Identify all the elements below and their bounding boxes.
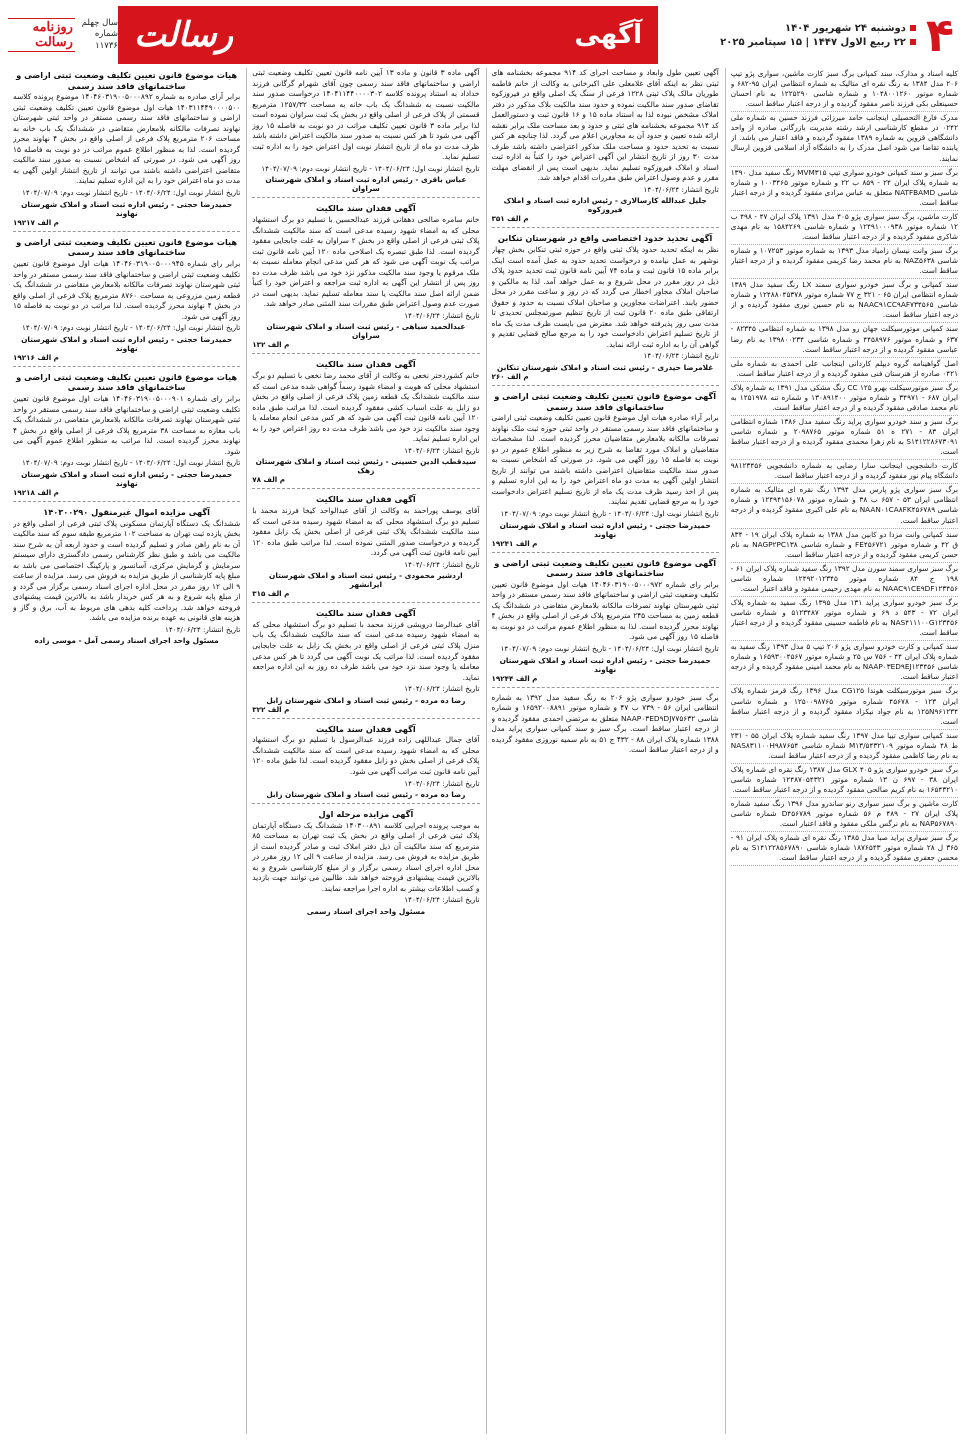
issue-dates bbox=[720, 23, 916, 48]
notice-dates: تاریخ انتشار: ۱۴۰۴/۰۶/۲۴ bbox=[164, 624, 241, 634]
date-other: ۲۲ ربیع الاول ۱۴۴۷ | ۱۵ سپتامبر ۲۰۲۵ bbox=[720, 37, 916, 48]
legal-notice bbox=[13, 507, 240, 650]
notice-code: م الف ۳۱۵ bbox=[252, 589, 290, 599]
legal-notice bbox=[492, 558, 719, 688]
column-lost-documents bbox=[725, 68, 958, 1434]
lost-document-notice: کلیه اسناد و مدارک، سند کمپانی برگ سبز کارت ماشین، سواری پژو تیپ ۲۰۶ مدل ۱۳۸۴ به رنگ نقره ای متالیک به شماره انتظامی ایران ۹۵-۶۸۲ و شماره موتور ۱۰۴۸۰۰۱۲۶۰ و شماره شاسی ۱۲۲۵۲۹۰ به نام احسان حسینعلی بکی فرزند ناصر مفقود گردیده و از درجه اعتبار ساقط است. bbox=[731, 68, 958, 112]
notice-body: خانم سامره صالحی دهقانی فرزند عبدالحسین با تسلیم دو برگ استشهاد محلی که به امضاء شهود رسیده مدعی است که سند مالکیت ششدانگ پلاک ثبتی فرعی از اصلی واقع در بخش ۲ سراوان به علت جابجایی مفقود گردیده است. لذا طبق تبصره یک اصلاحی ماده ۱۲۰ آیین نامه قانون ثبت مراتب یک نوبت آگهی می شود که هر کس مدعی انجام معامله نسبت به ملک مرقوم یا وجود سند مالکیت مذکور نزد خود می باشد ظرف مدت ده روز پس از انتشار این آگهی به اداره ثبت مراجعه و اعتراض خود را کتباً ضمن ارائه اصل سند مالکیت یا سند معامله تسلیم نماید. بدیهی است در صورت عدم وصول اعتراض طبق مقررات سند المثنی صادر خواهد شد. bbox=[252, 215, 480, 309]
lost-document-notice: سند کمپانی وانت مزدا دو کابین مدل ۱۳۸۸ به شماره پلاک ایران ۱۹ - ۸۳۴ ق ۴۲ و شماره موتور FE۴۵۶۷۲۱ و شماره شاسی NAGP۲PC۱۳۸ به نام حسن کریمی مفقود گردیده و از درجه اعتبار ساقط است. bbox=[731, 529, 958, 563]
issue-meta bbox=[81, 18, 118, 52]
lost-document-notice: برگ سبز خودرو سواری پژو ۴۰۵ GLX مدل ۱۳۸۷ رنگ نقره ای شماره پلاک ایران ۳۸ - ۶۹۷ ن ۱۳ شماره موتور ۱۲۴۸۷۰۵۴۳۲۱ شماره شاسی ۱۶۵۴۳۲۱۰ به نام کریم صالحی مفقود گردیده و از درجه اعتبار ساقط است. bbox=[731, 764, 958, 798]
notice-title: آگهی موضوع قانون تعیین تکلیف وضعیت ثبتی اراضی و ساختمانهای فاقد سند رسمی bbox=[494, 390, 717, 412]
notice-title: آگهی موضوع قانون تعیین تکلیف وضعیت ثبتی اراضی و ساختمانهای فاقد سند رسمی bbox=[494, 557, 717, 579]
notice-signature: رضا ده مرده - رئیس ثبت اسناد و املاک شهرستان زابل bbox=[266, 695, 466, 705]
notice-dates: تاریخ انتشار: ۱۴۰۴/۰۶/۲۴ bbox=[404, 895, 480, 905]
notice-dates: تاریخ انتشار نوبت اول: ۱۴۰۴/۰۶/۲۴ - تاریخ انتشار نوبت دوم: ۱۴۰۴/۰۷/۰۹ bbox=[22, 458, 241, 468]
legal-notice bbox=[252, 724, 479, 804]
notice-dates: تاریخ انتشار نوبت اول: ۱۴۰۴/۰۶/۲۴ - تاریخ انتشار نوبت دوم: ۱۴۰۴/۰۷/۰۹ bbox=[261, 163, 480, 173]
notice-title: هیات موضوع قانون تعیین تکلیف وضعیت ثبتی اراضی و ساختمانهای فاقد سند رسمی bbox=[16, 70, 238, 91]
notice-title: آگهی فقدان سند مالکیت bbox=[316, 723, 416, 734]
date-shamsi: دوشنبه ۲۴ شهریور ۱۴۰۴ bbox=[720, 23, 916, 34]
notice-signature: اردشیر محمودی - رئیس ثبت اسناد و املاک شهرستان ایرانشهر bbox=[269, 571, 463, 590]
notice-dates: تاریخ انتشار: ۱۴۰۴/۰۶/۲۴ bbox=[404, 445, 480, 455]
notice-body: آگهی تعیین طول وابعاد و مساحت اجرای کد ۹۱۴ مجموعه بخشنامه های ثبتی نظر به اینکه آقای غلامعلی علی اکبرخانی به وکالت از خانم فاطمه طوریان مالک پلاک ثبتی ۱۲۲۸ فرعی از سنگ یک اصلی واقع در فیروزکوه تقاضای صدور سند مالکیت نموده و حدود سند مالکیت بلاک مذکور در دفتر املاک مشخص نبوده لذا به استناد ماده ۱۵ و ۱۶ قانون ثبت و دستورالعمل کد ۹۱۴ مجموعه بخشنامه های ثبتی و حدود و بعد مساحت ملک برابر نقشه ارائه شده تعیین و حدود آن به مجاورین اعلام می گردد. لذا چنانچه هر کس نسبت به تحدید حدود و مساحت ملک مذکور اعتراضی داشته باشد ظرف مدت ۳۰ روز از تاریخ انتشار این آگهی اعتراض خود را کتباً به اداره ثبت اسناد و املاک فیروزکوه تسلیم نماید. بدیهی است پس از انقضای مهلت مقرر و عدم وصول اعتراض طبق مقررات اقدام خواهد شد. bbox=[491, 68, 719, 183]
notice-body: برابر رای شماره ۱۴۰۴۶۰۳۱۹۰۰۵۰۰۰۹۷۲ هیات اول موضوع قانون تعیین تکلیف وضعیت ثبتی اراضی و ساختمانهای فاقد سند رسمی مستقر در واحد ثبتی شهرستان نهاوند تصرفات مالکانه بلامعارض متقاضی در ششدانگ یک قطعه زمین به مساحت ۲۴۵ مترمربع پلاک فرعی از اصلی واقع در بخش ۴ نهاوند محرز گردیده است. لذا به منظور اطلاع عموم مراتب در دو نوبت به فاصله ۱۵ روز آگهی می شود. bbox=[491, 579, 719, 642]
notice-signature: حمیدرضا حجتی - رئیس اداره ثبت اسناد و املاک شهرستان نهاوند bbox=[21, 199, 233, 218]
notice-body: ششدانگ یک دستگاه آپارتمان مسکونی پلاک ثبتی فرعی از اصلی واقع در بخش یازده ثبت تهران به مساحت ۱۰۲ مترمربع طبقه سوم که سند مالکیت آن به نام راهن صادر و تسلیم گردیده است و حدود اربعه آن به شرح سند مالکیت می باشد و طبق نظر کارشناس رسمی دادگستری دارای سیستم سرمایش و گرمایش مرکزی، آسانسور و پارکینگ اختصاصی می باشد به مبلغ پایه کارشناسی از طریق مزایده به فروش می رسد. مزایده از ساعت ۹ الی ۱۲ روز مقرر در محل اداره اجرای اسناد رسمی برگزار می گردد و از مبلغ پایه شروع و به هر کس خریدار باشد به بالاترین قیمت پیشنهادی فروخته خواهد شد. پرداخت کلیه بدهی های مربوط به آب، برق و گاز و هزینه های قانونی به عهده برنده مزایده می باشد. bbox=[13, 518, 241, 623]
lost-document-notice: کارت ماشین، برگ سبز سواری پژو ۴۰۵ مدل ۱۳۹۱ پلاک ایران ۴۷ - ۴۹۸ ب ۱۲ شماره موتور ۱۲۴۹۱۰۰۰۹۳۸ و شماره شاسی ۱۵۸۴۲۶۹ به نام مهدی شاکری مفقود گردیده و از درجه اعتبار ساقط است. bbox=[731, 211, 958, 245]
legal-notice bbox=[492, 391, 719, 553]
lost-document-notice: برگ سبز سواری پژو پارس مدل ۱۳۹۴ رنگ نقره ای متالیک به شماره انتظامی ایران ۵۳ - ۶۵۷ ب ۳۸ و شماره موتور ۱۲۴۹۴۱۵۶۰۷۸ و شماره شاسی NAAN۰۱CA۸FK۴۵۶۷۸۹ به نام علی اکبری مفقود گردیده و از درجه اعتبار ساقط است. bbox=[731, 484, 958, 528]
lost-document-notice: سند کمپانی و برگ سبز خودرو سواری سمند LX رنگ سفید مدل ۱۳۸۹ شماره انتظامی ایران ۶۵ - ۳۲۱ ج ۷۷ شماره موتور ۱۲۴۸۸۰۴۵۳۷۸ و شماره شاسی NAAC۹۱CC۹AF۷۳۴۵۶۵ به نام حسین نوری مفقود گردیده و از درجه اعتبار ساقط است. bbox=[731, 279, 958, 323]
notice-body: خانم کشوردختر نخعی به وکالت از آقای محمد رضا نخعی با تسلیم دو برگ استشهاد محلی که هویت و امضاء شهود رسماً گواهی شده مدعی است که سند مالکیت ششدانگ یک قطعه زمین پلاک فرعی از اصلی واقع در بخش دو زابل به علت اسباب کشی مفقود گردیده است. لذا مراتب طبق ماده ۱۲۰ آیین نامه قانون ثبت آگهی می شود که هر کس مدعی انجام معامله یا وجود سند مالکیت نزد خود می باشد ظرف مدت ده روز اعتراض خود را به این اداره تسلیم نماید. bbox=[252, 371, 480, 444]
notice-body: برابر رای شماره ۱۴۰۴۶۰۳۱۹۰۰۵۰۰۰۹۰۱ هیات اول موضوع قانون تعیین تکلیف وضعیت ثبتی اراضی و ساختمانهای فاقد سند رسمی مستقر در واحد ثبتی شهرستان نهاوند تصرفات مالکانه بلامعارض متقاضی در ششدانگ یک باب مغازه به مساحت ۳۸ مترمربع پلاک فرعی از اصلی واقع در بخش ۴ نهاوند محرز گردیده است. لذا مراتب به منظور اطلاع عموم آگهی می شود. bbox=[13, 394, 241, 456]
column-mid-left bbox=[246, 68, 479, 1434]
ads-list bbox=[492, 68, 719, 1434]
notice-body: برابر آرای صادره به شماره ۱۴۰۴۶۰۳۱۹۰۰۵۰۰۰۸۹۲ موضوع پرونده کلاسه ۱۴۰۳۱۱۴۴۹۰۰۰۰۵۰۰ هیات اول موضوع قانون تعیین تکلیف وضعیت ثبتی اراضی و ساختمانهای فاقد سند رسمی مستقر در واحد ثبتی شهرستان نهاوند تصرفات مالکانه بلامعارض متقاضی در ششدانگ یک باب خانه به مساحت ۲۰۶ مترمربع پلاک فرعی از اصلی واقع در بخش ۴ نهاوند محرز گردیده است. لذا به منظور اطلاع عموم مراتب در دو نوبت به فاصله ۱۵ روز آگهی می شود. در صورتی که اشخاص نسبت به صدور سند مالکیت متقاضی اعتراضی داشته باشند می توانند از تاریخ انتشار اولین آگهی به مدت دو ماه اعتراض خود را به این اداره تسلیم نمایند. bbox=[13, 92, 241, 186]
lost-document-notice: برگ سبز و سند خودرو سواری پراید رنگ سفید مدل ۱۳۸۶ شماره انتظامی ایران ۸۳ - ۲۷۱ ه ۵۱ شماره موتور ۲۰۹۸۷۶۵ و شماره شاسی S۱۴۱۲۲۸۶۷۳۰۹۱ به نام زهرا محمدی مفقود گردیده و از درجه اعتبار ساقط است. bbox=[731, 416, 958, 460]
notice-signature: حمیدرضا حجتی - رئیس اداره ثبت اسناد و املاک شهرستان نهاوند bbox=[21, 469, 233, 488]
notice-body: آقای جمال عبداللهی زاده فرزند عبدالرسول با تسلیم دو برگ استشهاد محلی که به امضاء شهود رسیده مدعی است که سند مالکیت ششدانگ پلاک فرعی از اصلی بخش دو زابل مفقود گردیده است. لذا طبق ماده ۱۲۰ آیین نامه قانون ثبت مراتب آگهی می شود. bbox=[252, 735, 480, 776]
notice-code: م الف ۷۸ bbox=[252, 475, 286, 485]
legal-notice bbox=[492, 693, 719, 760]
notice-signature: حمیدرضا حجتی - رئیس اداره ثبت اسناد و املاک شهرستان نهاوند bbox=[499, 655, 711, 674]
lost-document-notice: اصل گواهینامه گروه دیپلم کاردانی اینجانب علی احمدی به شماره ملی ۰۴۲۱ صادره از هنرستان فنی مفقود گردیده و از درجه اعتبار ساقط است. bbox=[731, 358, 958, 382]
notice-code: م الف ۱۹۲۱۷ bbox=[13, 217, 59, 227]
legal-notice bbox=[492, 233, 719, 386]
issue-label: شماره ۱۱۷۳۶ bbox=[94, 29, 118, 51]
notice-body: برابر آراء صادره هیات اول موضوع قانون تعیین تکلیف وضعیت ثبتی اراضی و ساختمانهای فاقد سند رسمی مستقر در واحد ثبتی حوزه ثبت ملک نهاوند تصرفات مالکانه بلامعارض متقاضیان محرز گردیده است. لذا مشخصات متقاضیان و املاک مورد تقاضا به شرح زیر به منظور اطلاع عموم در دو نوبت به فاصله ۱۵ روز آگهی می شود. در صورتی که اشخاص نسبت به صدور سند مالکیت متقاضیان اعتراضی داشته باشند می توانند از تاریخ انتشار اولین آگهی به مدت دو ماه اعتراض خود را به این اداره تسلیم و پس از اخذ رسید ظرف مدت یک ماه از تاریخ تسلیم اعتراض دادخواست خود را به مرجع قضایی تقدیم نمایند. bbox=[491, 413, 719, 507]
column-mid-right bbox=[486, 68, 719, 1434]
notice-title: آگهی فقدان سند مالکیت bbox=[316, 359, 416, 370]
notice-title: آگهی فقدان سند مالکیت bbox=[316, 494, 416, 505]
lost-document-notice: سند کمپانی و کارت خودرو سواری پژو ۲۰۶ تیپ ۵ مدل ۱۳۹۳ رنگ سفید به شماره پلاک ایران ۴۴ - ۷۵۶ س ۲۵ و شماره موتور ۱۶۵۹۳۰۰۴۵۶۷ و شماره شاسی NAAP۰۳ED۹EJ۱۲۳۴۵۶ به نام محمد امینی مفقود گردیده و از درجه اعتبار ساقط است. bbox=[731, 641, 958, 685]
notice-code: م الف ۳۵۱ bbox=[491, 214, 529, 224]
notice-code: م الف ۱۹۲۱۸ bbox=[13, 487, 59, 497]
ads-list bbox=[252, 68, 479, 1434]
legal-notice bbox=[252, 68, 479, 198]
lost-document-notice: سند کمپانی موتورسیکلت جهان رو مدل ۱۳۹۸ به شماره انتظامی ۸۲۳۴۵ - ۶۳۷ و شماره موتور ۴۴۵۸۹۷۶ و شماره شاسی ۱۳۹۸۰۰۲۳۴ به نام رضا عباسی مفقود گردیده و از درجه اعتبار ساقط است. bbox=[731, 323, 958, 357]
notice-code: م الف ۳۲۲ bbox=[252, 704, 290, 714]
notice-signature: سیدقطب الدین حسینی - رئیس ثبت اسناد و املاک شهرستان زهک bbox=[255, 457, 477, 476]
column-left bbox=[8, 68, 240, 1434]
notice-title: هیات موضوع قانون تعیین تکلیف وضعیت ثبتی اراضی و ساختمانهای فاقد سند رسمی bbox=[16, 236, 238, 258]
masthead bbox=[8, 6, 958, 64]
notice-title: آگهی فقدان سند مالکیت bbox=[316, 608, 416, 619]
lost-document-notice: کارت دانشجویی اینجانب سارا رضایی به شماره دانشجویی ۹۸۱۲۳۴۵۶ دانشگاه پیام نور مفقود گردیده و از درجه اعتبار ساقط است. bbox=[731, 460, 958, 484]
notice-body: به موجب پرونده اجرایی کلاسه ۱۴۰۳۰۰۸۹۱ ششدانگ یک دستگاه آپارتمان پلاک ثبتی فرعی از اصلی واقع در بخش یک ثبت تهران به مساحت ۸۵ مترمربع که سند مالکیت آن ذیل دفتر املاک ثبت و صادر گردیده است از طریق مزایده به فروش می رسد. مزایده از ساعت ۹ الی ۱۲ روز مقرر در محل اداره اجرای اسناد رسمی برگزار و از مبلغ کارشناسی شروع و به بالاترین قیمت پیشنهادی فروخته خواهد شد. طالبین می توانند جهت بازدید و کسب اطلاعات بیشتر به اداره اجرا مراجعه نمایند. bbox=[252, 820, 480, 893]
notice-dates: تاریخ انتشار: ۱۴۰۴/۰۶/۲۴ bbox=[404, 310, 480, 320]
notice-body: نظر به اینکه تحدید حدود پلاک ثبتی واقع در حوزه ثبتی تنکابن بخش چهار نوشهر به عمل نیامده و درخواست تحدید حدود به عمل آمده است اینک برابر ماده ۱۵ قانون ثبت و ماده ۷۴ آیین نامه قانون ثبت تحدید حدود پلاک ذیل در روز مقرر در محل شروع و به عمل خواهد آمد. لذا به مالکین و صاحبان املاک مجاور اخطار می گردد که در روز و ساعت مقرر در محل حضور یابند. اعتراضات مجاورین و صاحبان املاک نسبت به حدود و حقوق ارتفاقی طبق ماده ۲۰ قانون ثبت از تاریخ تنظیم صورتمجلس تحدیدی تا مدت سی روز پذیرفته خواهد شد. معترض می بایست ظرف مدت یک ماه از تاریخ تسلیم اعتراض دادخواست خود را به مرجع صالح قضایی تقدیم و گواهی آن را به اداره ثبت ارائه نماید. bbox=[491, 245, 719, 349]
notice-dates: تاریخ انتشار نوبت اول: ۱۴۰۴/۰۶/۲۴ - تاریخ انتشار نوبت دوم: ۱۴۰۴/۰۷/۰۹ bbox=[500, 508, 719, 518]
notice-code: م الف ۲۶۰ bbox=[491, 371, 529, 381]
notice-code: م الف ۱۹۲۴۴ bbox=[491, 673, 538, 683]
legal-notice bbox=[252, 608, 479, 718]
notice-title: آگهی فقدان سند مالکیت bbox=[316, 203, 416, 214]
notice-signature: مسئول واحد اجرای اسناد رسمی آمل - موسی زاده bbox=[34, 636, 219, 646]
ads-list bbox=[13, 68, 240, 1434]
lost-document-notice: برگ سبز خودرو سواری پراید ۱۳۱ مدل ۱۳۹۵ رنگ سفید به شماره پلاک ایران ۷۲ - ۵۴۳ د ۶۹ و شماره موتور ۵۱۲۳۴۸۷ و شماره شاسی NAS۴۱۱۱۰۰G۱۲۳۴۵۶ به نام فاطمه حسینی مفقود گردیده و از درجه اعتبار ساقط است. bbox=[731, 597, 958, 641]
notice-dates: تاریخ انتشار: ۱۴۰۴/۰۶/۲۴ bbox=[404, 684, 480, 694]
notice-signature: عبدالحمید سیاهی - رئیس ثبت اسناد و املاک شهرستان سراوان bbox=[266, 322, 466, 341]
notice-dates: تاریخ انتشار: ۱۴۰۴/۰۶/۲۴ bbox=[643, 184, 719, 194]
notice-title: آگهی مزایده اموال غیرمنقول ۱۴۰۳۰۰۲۹۰ bbox=[43, 506, 210, 517]
masthead-left bbox=[8, 6, 118, 64]
legal-notice bbox=[252, 203, 479, 354]
lost-document-notice: برگ سبز سواری سمند سورن مدل ۱۳۹۲ رنگ سفید شماره پلاک ایران ۶۱ - ۱۹۸ ج ۸۴ شماره موتور ۱۲۴۹۲۰۱۲۳۴۵ شماره شاسی NAAC۹۱CE۹DF۱۲۳۴۵۶ به نام مهدی رحیمی مفقود و فاقد اعتبار است. bbox=[731, 563, 958, 597]
legal-notice bbox=[13, 237, 240, 367]
legal-notice bbox=[13, 70, 240, 232]
lost-document-notice: برگ سبز و سند کمپانی خودرو سواری تیپ MVM۳۱۵ رنگ سفید مدل ۱۳۹۰ به شماره پلاک ایران ۲۴ - ۸۵۹ ب ۲۲ و شماره موتور ۱۰۰۳۴۶۵ و شماره شاسی NATFBAMD متعلق به عباس مرادی مفقود گردیده و از درجه اعتبار ساقط است. bbox=[731, 167, 958, 211]
notice-signature: حمیدرضا حجتی - رئیس اداره ثبت اسناد و املاک شهرستان نهاوند bbox=[499, 520, 711, 539]
notice-title: هیات موضوع قانون تعیین تکلیف وضعیت ثبتی اراضی و ساختمانهای فاقد سند رسمی bbox=[16, 371, 238, 393]
notice-signature: غلامرضا حیدری - رئیس ثبت اسناد و املاک شهرستان تنکابن bbox=[496, 362, 714, 372]
notice-title: آگهی تحدید حدود اختصاصی واقع در شهرستان تنکابن bbox=[497, 233, 713, 244]
legal-notice bbox=[492, 68, 719, 228]
masthead-right bbox=[658, 6, 958, 64]
notice-dates: تاریخ انتشار: ۱۴۰۴/۰۶/۲۴ bbox=[404, 778, 480, 788]
notice-signature: حمیدرضا حجتی - رئیس اداره ثبت اسناد و املاک شهرستان نهاوند bbox=[21, 334, 233, 353]
lost-document-notice: سند کمپانی سواری تیبا مدل ۱۳۹۷ رنگ سفید شماره پلاک ایران ۵۵ - ۲۳۱ ط ۴۸ شماره موتور M۱۳/۵۴۳۲۱۰۹ شماره شاسی NAS۸۳۱۱۰۰H۹۸۷۶۵۴ به نام رضا کاظمی مفقود گردیده و از درجه اعتبار ساقط است. bbox=[731, 730, 958, 764]
notice-dates: تاریخ انتشار نوبت اول: ۱۴۰۴/۰۶/۲۴ - تاریخ انتشار نوبت دوم: ۱۴۰۴/۰۷/۰۹ bbox=[22, 323, 241, 333]
notice-signature: رضا ده مرده - رئیس ثبت اسناد و املاک شهرستان زابل bbox=[266, 790, 466, 800]
notice-code: م الف ۱۹۲۴۱ bbox=[491, 538, 538, 548]
notice-body: برابر رای شماره ۱۴۰۴۶۰۳۱۹۰۰۵۰۰۰۹۴۵ هیات اول موضوع قانون تعیین تکلیف وضعیت ثبتی اراضی و ساختمانهای فاقد سند رسمی مستقر در واحد ثبتی شهرستان نهاوند تصرفات مالکانه بلامعارض متقاضی در ششدانگ یک قطعه زمین مزروعی به مساحت ۸۷۶۰ مترمربع پلاک فرعی از اصلی واقع در بخش ۴ نهاوند محرز گردیده است. لذا مراتب در دو نوبت به فاصله ۱۵ روز آگهی می شود. bbox=[13, 258, 241, 321]
lost-document-notice: برگ سبز سواری پراید صبا مدل ۱۳۸۵ رنگ نقره ای شماره پلاک ایران ۹۱ - ۳۶۵ ل ۲۸ شماره موتور ۱۸۷۶۵۴۳ شماره شاسی S۱۴۱۲۲۸۵۶۷۸۹۰ به نام محسن جعفری مفقود گردیده و از درجه اعتبار ساقط است. bbox=[731, 832, 958, 866]
legal-notice bbox=[252, 809, 479, 920]
notice-body: آگهی ماده ۳ قانون و ماده ۱۳ آیین نامه قانون تعیین تکلیف وضعیت ثبتی اراضی و ساختمانهای فاقد سند رسمی چون آقای شهرام گرگانی فرزند خداداد به استناد پرونده کلاسه ۱۴۰۴۱۱۴۴۰۰۰۰۳۰۲ درخواست صدور سند مالکیت نسبت به ششدانگ یک باب خانه به مساحت ۱۲۵۷/۳۲ مترمربع قسمتی از پلاک فرعی از اصلی واقع در بخش یک ثبت سراوان نموده است لذا برابر ماده ۳ قانون تعیین تکلیف مراتب در دو نوبت به فاصله ۱۵ روز آگهی می شود تا هر کس نسبت به صدور سند مالکیت اعتراض داشته باشد ظرف مدت دو ماه از تاریخ انتشار نوبت اول اعتراض خود را به اداره ثبت تسلیم نماید. bbox=[252, 68, 480, 162]
notice-body: آقای عبدالرضا درویشی فرزند محمد با تسلیم دو برگ استشهاد محلی که به امضاء شهود رسیده مدعی است که سند مالکیت ششدانگ یک باب منزل پلاک ثبتی فرعی از اصلی واقع در بخش یک زابل به علت جابجایی مفقود گردیده است. لذا مراتب یک نوبت آگهی می گردد تا هر کس مدعی معامله یا وجود سند نزد خود می باشد ظرف ده روز به این اداره مراجعه نماید. bbox=[252, 619, 480, 682]
lost-document-notice: برگ سبز موتورسیکلت بهرو CC ۱۲۵ رنگ مشکی مدل ۱۳۹۱ به شماره پلاک ایران ۶۸۷ - ۳۴۹۷۱ و شماره موتور ۱۳۰۸۹۱۴۰۰ و شماره تنه ۱۲۵۱۹۷۸ به نام محمد صادقی مفقود گردیده و از درجه اعتبار ساقط است. bbox=[731, 382, 958, 416]
notice-title: آگهی مزایده مرحله اول bbox=[318, 809, 414, 820]
notice-body: آقای یوسف پوراحمد به وکالت از آقای عبدالواحد کیخا فرزند محمد با تسلیم دو برگ استشهاد محلی که به امضاء شهود رسیده مدعی است که سند مالکیت ششدانگ پلاک ثبتی فرعی از اصلی بخش یک زابل مفقود گردیده و درخواست صدور المثنی نموده است. لذا مراتب طبق ماده ۱۲۰ آیین نامه قانون ثبت آگهی می گردد. bbox=[252, 506, 480, 558]
legal-notice bbox=[252, 359, 479, 489]
notice-signature: مسئول واحد اجرای اسناد رسمی bbox=[306, 907, 426, 917]
notice-code: م الف ۱۳۲ bbox=[252, 340, 290, 350]
notice-dates: تاریخ انتشار: ۱۴۰۴/۰۶/۲۴ bbox=[404, 559, 480, 569]
notice-signature: عباس باقری - رئیس اداره ثبت اسناد و املاک شهرستان سراوان bbox=[265, 175, 467, 194]
year-label: سال چهلم bbox=[81, 17, 118, 28]
lost-document-notice: کارت ماشین و برگ سبز سواری رنو ساندرو مدل ۱۳۹۶ رنگ سفید شماره پلاک ایران ۲۷ - ۴۸۹ م ۵۶ شماره موتور D۴۵۶۷۸۹ شماره شاسی NAP۵۶۷۸۹۰ به نام نرگس ملکی مفقود و فاقد اعتبار است. bbox=[731, 798, 958, 832]
legal-notice bbox=[13, 372, 240, 502]
notice-dates: تاریخ انتشار نوبت اول: ۱۴۰۴/۰۶/۲۴ - تاریخ انتشار نوبت دوم: ۱۴۰۴/۰۷/۰۹ bbox=[500, 644, 719, 653]
notice-dates: تاریخ انتشار: ۱۴۰۴/۰۶/۲۴ bbox=[643, 351, 719, 361]
notice-dates: تاریخ انتشار نوبت اول: ۱۴۰۴/۰۶/۲۴ - تاریخ انتشار نوبت دوم: ۱۴۰۴/۰۷/۰۹ bbox=[22, 187, 241, 197]
masthead-banner bbox=[118, 6, 658, 64]
lost-document-notice: برگ سبز وانت نیسان زامیاد مدل ۱۳۹۳ به شماره موتور ۱۰۷۲۵۳ و شماره شاسی NAZ۵۶۳۸ به نام محمد رضا کریمی مفقود گردیده و از درجه اعتبار ساقط است. bbox=[731, 245, 958, 279]
lost-document-notice: مدرک فارغ التحصیلی اینجانب حامد میرزائی فرزند حسین به شماره ملی ۰۲۴۲ در مقطع کارشناسی ارشد رشته مدیریت بازرگانی صادره از واحد دانشگاهی قزوین به شماره ۱۳۸۹ مفقود گردیده و فاقد اعتبار می باشد. از یابنده تقاضا می شود اصل مدرک را به دانشگاه آزاد اسلامی قزوین ارسال نمایند. bbox=[731, 112, 958, 166]
notice-body: برگ سبز خودرو سواری پژو ۲۰۶ به رنگ سفید مدل ۱۳۹۲ به شماره انتظامی ایران ۵۶ - ۷۳۹ ب ۴۷ و شماره موتور ۱۶۵۹۲۰۰۸۸۹۱ و شماره شاسی NAAP۰۳ED۹DJ۷۷۵۶۳۲ متعلق به مرتضی احمدی مفقود گردیده و از درجه اعتبار ساقط است. برگ سبز و سند کمپانی سواری پراید مدل ۱۳۸۸ شماره پلاک ایران ۸۸ - ۴۳۲ ج ۵۱ به نام سمیه نوروزی مفقود گردیده و از درجه اعتبار ساقط است. bbox=[491, 692, 719, 755]
columns bbox=[8, 68, 958, 1434]
brand-logo: رسالت bbox=[134, 15, 234, 55]
notice-code: م الف ۱۹۲۱۶ bbox=[13, 352, 59, 362]
lost-document-notice: برگ سبز موتورسیکلت هوندا CG۱۲۵ مدل ۱۳۹۶ رنگ قرمز شماره پلاک ایران ۱۲۳ - ۴۵۶۷۸ شماره موتور ۱۲۵۰۰۹۸۷۶۵ و شماره شاسی ۱۲۵N۹۶۱۲۳۴ به نام جواد نیکزاد مفقود گردیده و از درجه اعتبار ساقط است. bbox=[731, 685, 958, 729]
notice-signature: جلیل عبدالله کارسالاری - رئیس اداره ثبت اسناد و املاک فیروزکوه bbox=[503, 196, 707, 215]
section-title: آگهی bbox=[574, 20, 642, 50]
lost-documents-list bbox=[731, 68, 958, 1434]
page-number: ۴ bbox=[925, 8, 954, 62]
small-logo: روزنامه رسالت bbox=[8, 18, 75, 52]
legal-notice bbox=[252, 494, 479, 603]
